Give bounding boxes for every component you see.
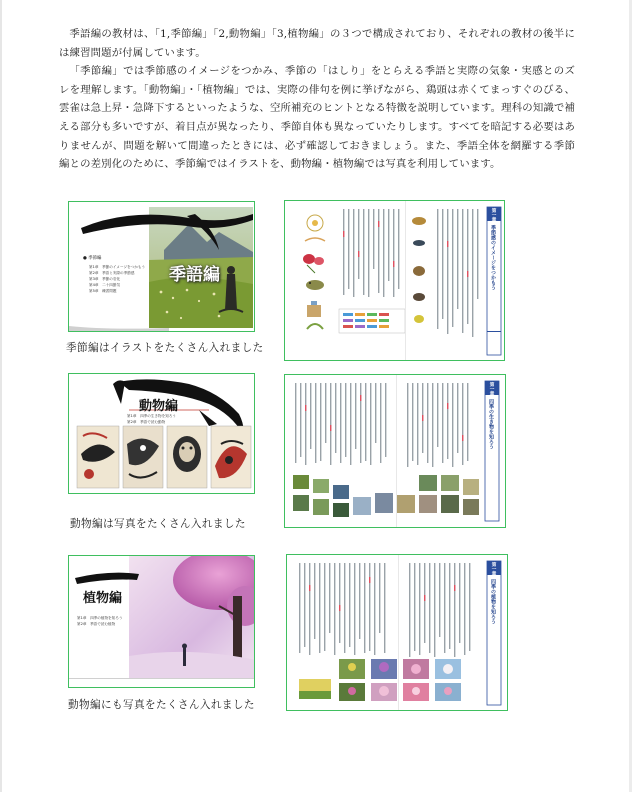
plant-chapter-title: 四季の植物を知ろう: [490, 579, 496, 624]
plant-page-art: [287, 555, 508, 711]
paragraph-details: 「季節編」では季節感のイメージをつかみ、季節の「はしり」をとらえる季語と実際の気象・実感とのズレを理解します。「動物編」・「植物編」では、実際の俳句を例に挙げながら、鶏頭は赤くてまっすぐのびる、雲雀は急上昇・急降下するといったような、空所補充のヒントとなる特徴を説明しています。理科の知識で補える部分も多いですが、着目点が異なったり、季節自体も異なっていたりします。すべてを暗記する必要はありませんが、問題を解いて間違ったときには、必ず確認しておきましょう。また、季語全体を網羅する季節編との差別化のために、季節編ではイラストを、動物編・植物編では写真を利用しています。: [59, 65, 575, 171]
body-text: [59, 25, 575, 174]
plant-textbook-page: [286, 554, 508, 711]
kigo-slide-thumbnail: [68, 201, 255, 332]
kigo-slide-list-item: 第4章 二十四節気: [89, 283, 121, 287]
kigo-slide-list-item: 第1章 季節のイメージをつかもう: [89, 265, 146, 269]
kigo-slide-list-item: 第5章 練習問題: [89, 289, 117, 293]
kigo-slide-list-item: 第2章 季語と実際の季節感: [89, 271, 135, 275]
kigo-textbook-page: [284, 200, 505, 361]
plant-slide-thumbnail: [68, 555, 255, 688]
kigo-chapter-label: 第一章: [491, 208, 496, 222]
plant-slide-title: 植物編: [83, 591, 123, 606]
animal-slide-thumbnail: [68, 373, 255, 494]
page-left-edge: [0, 0, 2, 792]
kigo-chapter-title: 季節感のイメージをつかもう: [490, 225, 496, 290]
kigo-slide-title: 季語編: [169, 265, 220, 285]
kigo-slide-list-head: ● 季節編: [83, 256, 102, 261]
kigo-page-art: [285, 201, 505, 361]
animal-page-art: [285, 375, 506, 528]
animal-chapter-label: 第一章: [489, 382, 494, 396]
animal-slide-art: [69, 374, 255, 494]
kigo-slide-list-item: 第3章 季節の変化: [89, 277, 121, 281]
plant-caption: 動物編にも写真をたくさん入れました: [68, 699, 255, 711]
plant-slide-list-item: 第1章 四季の植物を知ろう: [77, 616, 123, 620]
animal-caption: 動物編は写真をたくさん入れました: [70, 518, 246, 530]
paragraph-intro: 季語編の教材は、「1,季節編」「2,動物編」「3,植物編」の３つで構成されており、それぞれの教材の後半には練習問題が付属しています。: [59, 28, 575, 59]
animal-slide-list-item: 第1章 四季の生き物を知ろう: [127, 414, 177, 418]
kigo-caption: 季節編はイラストをたくさん入れました: [66, 342, 264, 354]
animal-textbook-page: [284, 374, 506, 528]
animal-chapter-title: 四季の生き物を知ろう: [488, 399, 494, 449]
plant-chapter-label: 第一章: [491, 562, 496, 576]
plant-slide-list-item: 第2章 季語で読む植物: [77, 622, 116, 626]
animal-slide-list-item: 第2章 季語で読む動物: [127, 420, 166, 424]
animal-slide-title: 動物編: [139, 399, 179, 414]
